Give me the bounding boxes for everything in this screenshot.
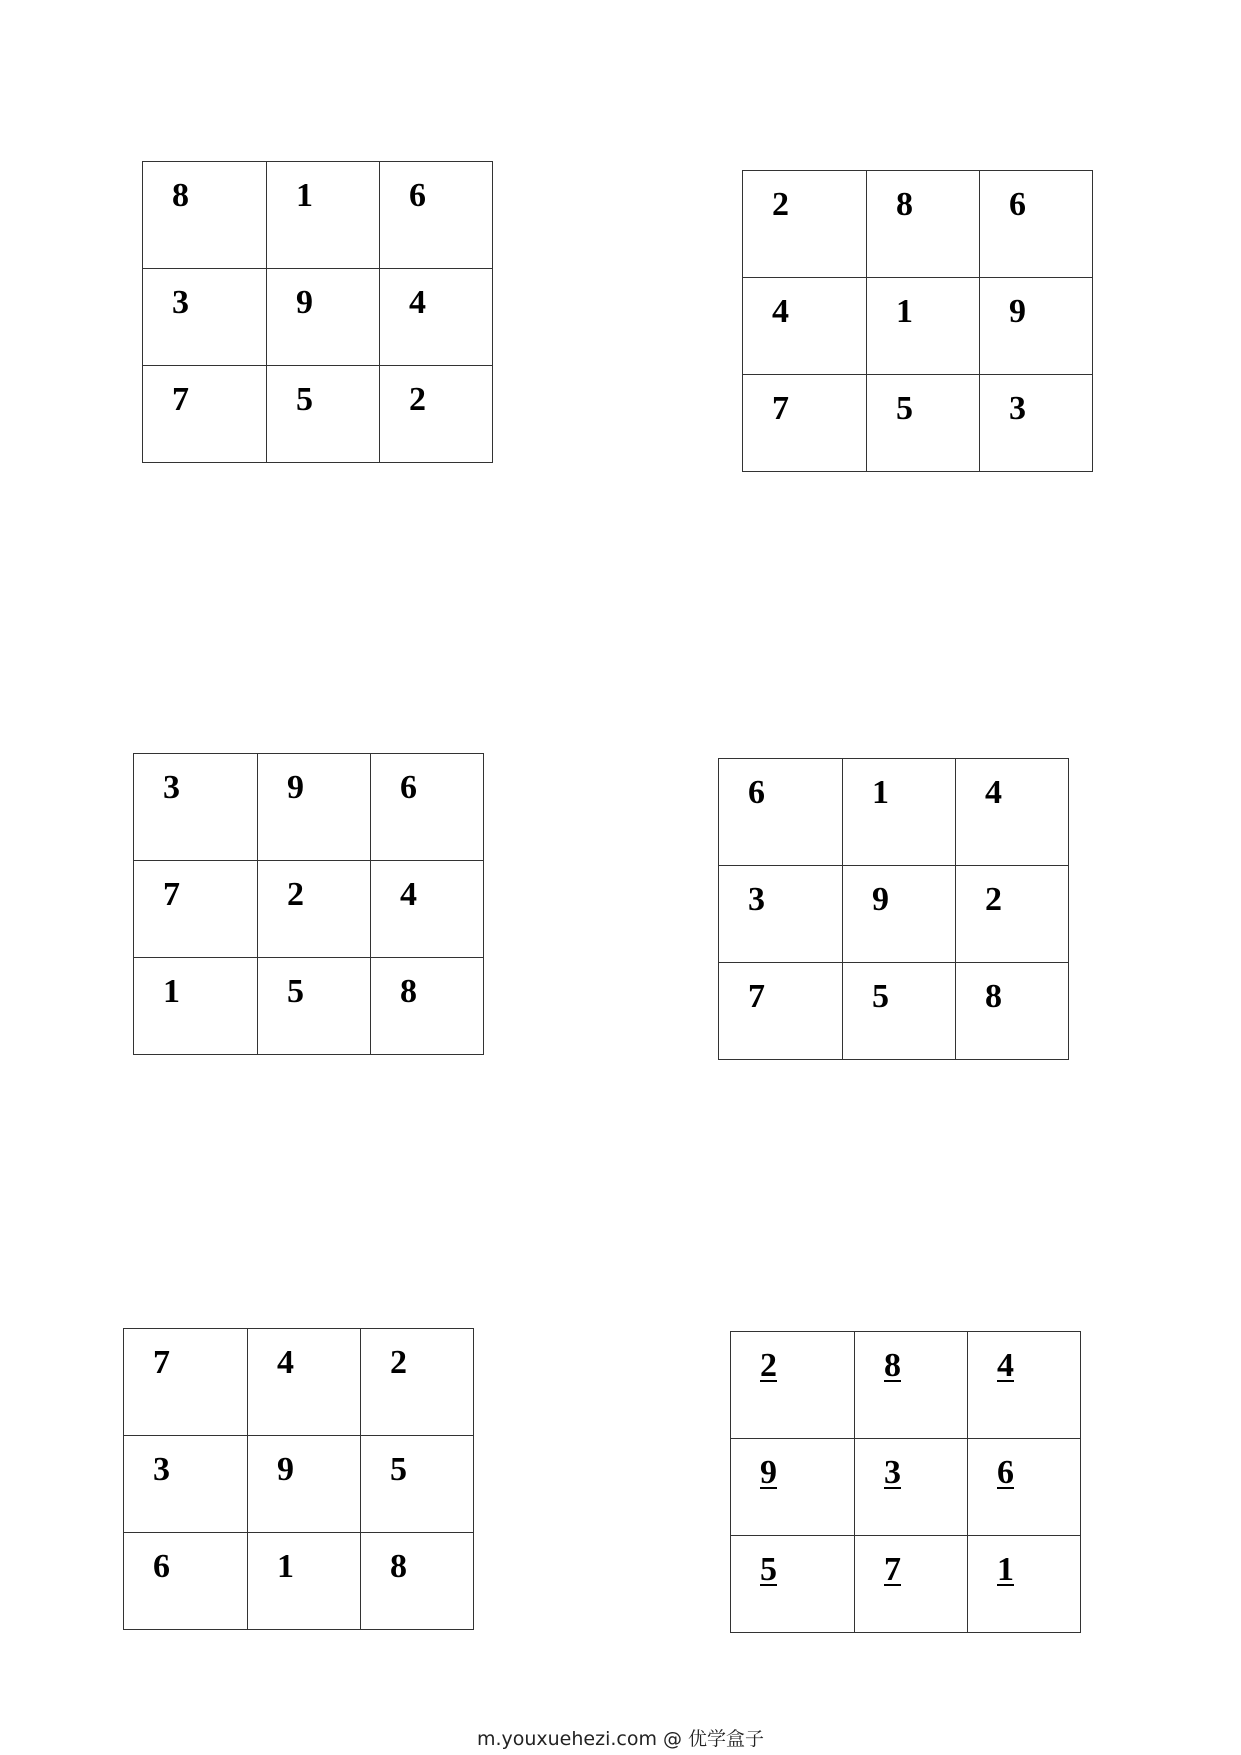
cell-number: 8 [390, 1548, 407, 1585]
grid-cell [843, 866, 956, 963]
grid-cell [968, 1332, 1081, 1439]
cell-number: 4 [985, 774, 1002, 811]
grid-cell [968, 1439, 1081, 1536]
cell-number: 9 [296, 284, 313, 321]
cell-number: 3 [172, 284, 189, 321]
grid-cell [867, 375, 980, 472]
grid-cell [968, 1536, 1081, 1633]
grid-cell [956, 759, 1069, 866]
grid-cell [124, 1329, 248, 1436]
grid-cell [143, 162, 267, 269]
cell-number: 7 [153, 1344, 170, 1381]
grid-cell [371, 958, 484, 1055]
grid-cell [743, 278, 867, 375]
cell-number: 8 [985, 978, 1002, 1015]
grid-cell [248, 1329, 361, 1436]
grid-cell [248, 1436, 361, 1533]
grid-cell [380, 269, 493, 366]
grid-cell [719, 759, 843, 866]
grid-cell [134, 861, 258, 958]
grid-cell [743, 171, 867, 278]
cell-number: 3 [163, 769, 180, 806]
cell-number: 5 [296, 381, 313, 418]
cell-number: 1 [997, 1551, 1014, 1588]
cell-number: 2 [985, 881, 1002, 918]
grid-cell [134, 958, 258, 1055]
grid-cell [980, 278, 1093, 375]
cell-number: 2 [287, 876, 304, 913]
cell-number: 1 [872, 774, 889, 811]
cell-number: 6 [409, 177, 426, 214]
cell-number: 5 [760, 1551, 777, 1588]
grid-cell [124, 1436, 248, 1533]
grid-cell [719, 963, 843, 1060]
cell-number: 1 [277, 1548, 294, 1585]
grid-cell [143, 366, 267, 463]
cell-number: 4 [277, 1344, 294, 1381]
cell-number: 5 [872, 978, 889, 1015]
grid-cell [719, 866, 843, 963]
grid-cell [380, 162, 493, 269]
cell-number: 4 [409, 284, 426, 321]
cell-number: 6 [997, 1454, 1014, 1491]
cell-number: 7 [884, 1551, 901, 1588]
cell-number: 6 [748, 774, 765, 811]
grid-cell [258, 861, 371, 958]
cell-number: 2 [409, 381, 426, 418]
cell-number: 4 [400, 876, 417, 913]
cell-number: 9 [872, 881, 889, 918]
cell-number: 9 [277, 1451, 294, 1488]
grid-cell [855, 1536, 968, 1633]
cell-number: 5 [287, 973, 304, 1010]
cell-number: 9 [287, 769, 304, 806]
grid-cell [843, 963, 956, 1060]
grid-cell [124, 1533, 248, 1630]
cell-number: 9 [760, 1454, 777, 1491]
cell-number: 8 [400, 973, 417, 1010]
cell-number: 1 [896, 293, 913, 330]
grid-cell [371, 754, 484, 861]
cell-number: 7 [748, 978, 765, 1015]
cell-number: 3 [1009, 390, 1026, 427]
grid-cell [855, 1439, 968, 1536]
footer-watermark: m.youxuehezi.com @ 优学盒子 [476, 1728, 765, 1750]
cell-number: 5 [390, 1451, 407, 1488]
magic-square-5 [123, 1328, 474, 1630]
grid-cell [743, 375, 867, 472]
grid-cell [867, 171, 980, 278]
cell-number: 2 [760, 1347, 777, 1384]
grid-cell [267, 269, 380, 366]
grid-cell [361, 1436, 474, 1533]
magic-square-2 [742, 170, 1093, 472]
cell-number: 6 [400, 769, 417, 806]
magic-square-4 [718, 758, 1069, 1060]
cell-number: 8 [896, 186, 913, 223]
cell-number: 8 [884, 1347, 901, 1384]
grid-cell [361, 1329, 474, 1436]
grid-cell [867, 278, 980, 375]
cell-number: 3 [884, 1454, 901, 1491]
cell-number: 7 [172, 381, 189, 418]
magic-square-3 [133, 753, 484, 1055]
magic-square-6 [730, 1331, 1081, 1633]
grid-cell [980, 375, 1093, 472]
magic-square-1 [142, 161, 493, 463]
cell-number: 1 [163, 973, 180, 1010]
grid-cell [267, 366, 380, 463]
cell-number: 6 [1009, 186, 1026, 223]
cell-number: 3 [153, 1451, 170, 1488]
grid-cell [361, 1533, 474, 1630]
grid-cell [380, 366, 493, 463]
grid-cell [143, 269, 267, 366]
cell-number: 4 [997, 1347, 1014, 1384]
grid-cell [843, 759, 956, 866]
grid-cell [267, 162, 380, 269]
cell-number: 2 [772, 186, 789, 223]
grid-cell [258, 754, 371, 861]
cell-number: 9 [1009, 293, 1026, 330]
grid-cell [956, 963, 1069, 1060]
cell-number: 6 [153, 1548, 170, 1585]
grid-cell [134, 754, 258, 861]
grid-cell [258, 958, 371, 1055]
grid-cell [731, 1536, 855, 1633]
cell-number: 4 [772, 293, 789, 330]
cell-number: 1 [296, 177, 313, 214]
grid-cell [980, 171, 1093, 278]
cell-number: 8 [172, 177, 189, 214]
grid-cell [956, 866, 1069, 963]
cell-number: 7 [772, 390, 789, 427]
cell-number: 7 [163, 876, 180, 913]
grid-cell [731, 1439, 855, 1536]
grid-cell [371, 861, 484, 958]
cell-number: 2 [390, 1344, 407, 1381]
cell-number: 3 [748, 881, 765, 918]
grid-cell [731, 1332, 855, 1439]
cell-number: 5 [896, 390, 913, 427]
grid-cell [248, 1533, 361, 1630]
grid-cell [855, 1332, 968, 1439]
